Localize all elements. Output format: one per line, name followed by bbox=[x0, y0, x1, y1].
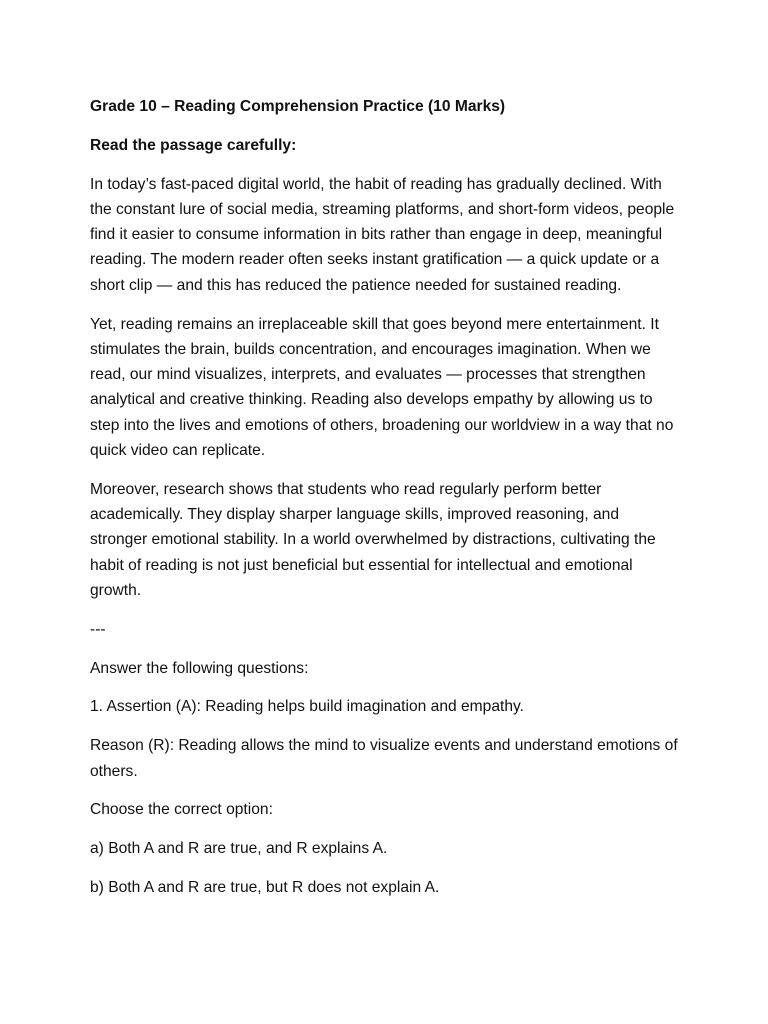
question-1-reason: Reason (R): Reading allows the mind to visualize events and understand emotions of others. bbox=[90, 737, 678, 780]
passage-paragraph-3: Moreover, research shows that students who read regularly perform better academically. They display sharper language skills, improved reasoning, and stronger emotional stability. In a world overwhelmed by distractions, cultivating the habit of reading is not just beneficial but essential for intellectual and emotional growth. bbox=[90, 480, 656, 600]
questions-heading: Answer the following questions: bbox=[90, 659, 309, 677]
question-1-option-b: b) Both A and R are true, but R does not explain A. bbox=[90, 878, 440, 896]
passage-paragraph-1: In today’s fast-paced digital world, the habit of reading has gradually declined. With the constant lure of social media, streaming platforms, and short-form videos, people find it easier to consume information in bits rather than engage in deep, meaningful reading. The modern reader often seeks instant gratification — a quick update or a short clip — and this has reduced the patience needed for sustained reading. bbox=[90, 175, 675, 294]
section-separator: --- bbox=[90, 620, 106, 638]
question-1-prompt: Choose the correct option: bbox=[90, 801, 273, 819]
passage-instruction: Read the passage carefully: bbox=[90, 136, 297, 154]
passage-paragraph-2: Yet, reading remains an irreplaceable skill that goes beyond mere entertainment. It stimulates the brain, builds concentration, and encourages imagination. When we read, our mind visualizes, interprets, and evaluates — processes that strengthen analytical and creative thinking. Reading also develops empathy by allowing us to step into the lives and emotions of others, broadening our worldview in a way that no quick video can replicate. bbox=[90, 315, 674, 460]
question-1-option-a: a) Both A and R are true, and R explains A. bbox=[90, 840, 388, 858]
question-1-assertion: 1. Assertion (A): Reading helps build imagination and empathy. bbox=[90, 698, 524, 716]
document-title: Grade 10 – Reading Comprehension Practice (10 Marks) bbox=[90, 98, 506, 115]
